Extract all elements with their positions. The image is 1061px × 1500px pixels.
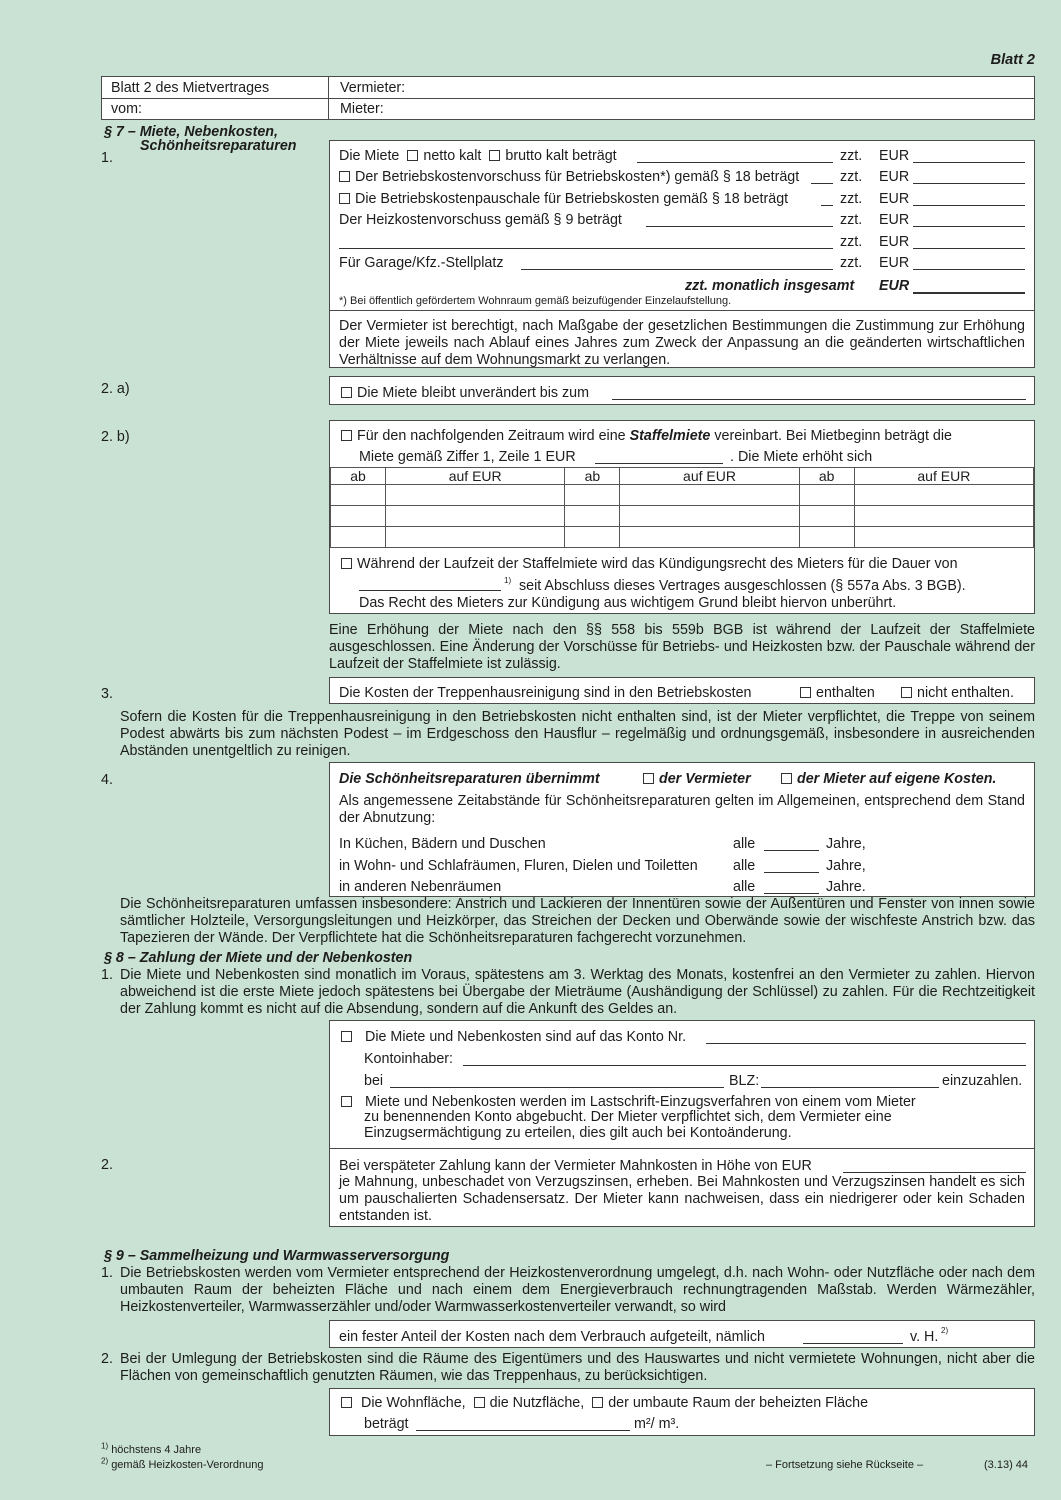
area-box — [329, 1388, 1035, 1436]
col-eur: auf EUR — [620, 468, 799, 485]
eur-field-opex-flat[interactable] — [913, 191, 1025, 206]
eur-field-opex-advance[interactable] — [913, 169, 1025, 184]
account-holder-field[interactable] — [463, 1051, 1026, 1066]
area-amount-field[interactable] — [416, 1416, 630, 1431]
staggered-table — [330, 467, 1034, 548]
rent-label: Die Miete — [339, 148, 400, 164]
table-cell[interactable] — [854, 506, 1033, 527]
table-cell[interactable] — [565, 527, 620, 548]
rent-unchanged-date-field[interactable] — [612, 385, 1026, 400]
repairs-intervals-intro: Als angemessene Zeitabstände für Schönheitsreparaturen gelten im Allgemeinen, entsprechend dem Stand der Abnutzung: — [339, 793, 1025, 826]
table-cell[interactable] — [620, 527, 799, 548]
decorative-repairs-box — [329, 762, 1035, 897]
bank-name-field[interactable] — [390, 1073, 724, 1088]
zzt-label: zzt. — [840, 169, 863, 185]
staggered-rent-keyword: Staffelmiete — [629, 428, 711, 444]
usable-area-label: die Nutzfläche, — [489, 1395, 585, 1411]
section-7-title: § 7 – Miete, Nebenkosten, — [104, 124, 279, 140]
staggered-increase-label: . Die Miete erhöht sich — [730, 449, 873, 465]
late-fee-field[interactable] — [843, 1158, 1026, 1173]
tenant-label: Mieter: — [340, 101, 384, 117]
living-area-checkbox[interactable] — [341, 1397, 352, 1408]
kitchen-years-field[interactable] — [764, 836, 819, 851]
termination-exclusion-text-2: seit Abschluss dieses Vertrages ausgeschlossen (§ 557a Abs. 3 BGB). — [519, 578, 966, 594]
usable-area-checkbox[interactable] — [474, 1397, 485, 1408]
sheet-of-contract: Blatt 2 des Mietvertrages — [111, 80, 270, 96]
opex-flat-field[interactable] — [821, 191, 833, 206]
section-8-title: § 8 – Zahlung der Miete und der Nebenkosten — [104, 950, 413, 966]
living-years-field[interactable] — [764, 858, 819, 873]
col-ab: ab — [331, 468, 386, 485]
item-number: 1. — [101, 967, 113, 983]
rent-footnote: *) Bei öffentlich gefördertem Wohnraum gemäß beizufügender Einzelaufstellung. — [339, 295, 732, 307]
consumption-share-field[interactable] — [803, 1329, 903, 1344]
area-unit-label: m²/ m³. — [634, 1416, 680, 1432]
table-cell[interactable] — [799, 527, 854, 548]
repairs-tenant-label: der Mieter auf eigene Kosten. — [797, 771, 997, 787]
eur-field-garage[interactable] — [913, 255, 1025, 270]
heated-volume-checkbox[interactable] — [592, 1397, 603, 1408]
zzt-label: zzt. — [840, 148, 863, 164]
deposit-label: einzuzahlen. — [942, 1073, 1023, 1089]
bank-label: bei — [364, 1073, 384, 1089]
staggered-rent-box: Für den nachfolgenden Zeitraum wird eine Staffelmiete vereinbart. Bei Mietbeginn beträgt die Miete gemäß Ziffer 1, Zeile 1 EUR . Die Miete erhöht sich ab auf EUR ab auf EUR ab auf EUR Während der Laufzeit der Staffelmiete wird das Kündigungsrecht des Mieters für die Dauer von 1) seit Abschluss dieses Vertrages ausgeschlossen (§ 557a Abs. 3 BGB). Das Recht des Mieters zur Kündigung aus wichtigem Grund bleibt hiervon unberührt. — [329, 420, 1035, 614]
percent-label: v. H. — [910, 1329, 939, 1345]
section-9-title: § 9 – Sammelheizung und Warmwasserversorgung — [104, 1248, 450, 1264]
eur-label: EUR — [879, 255, 910, 271]
years-label: Jahre. — [826, 879, 866, 895]
table-cell[interactable] — [565, 485, 620, 506]
payment-terms-text: Die Miete und Nebenkosten sind monatlich im Voraus, spätestens am 3. Werktag des Monats, kostenfrei an den Vermieter zu zahlen. Hiervon abweichend ist die erste Miete jedoch spätestens bei Übergabe der Mieträume (Aushändigung der Schlüssel) zu zahlen. Für die Rechtzeitigkeit der Zahlung kommt es nicht auf die Absendung, sondern auf die Ankunft des Geldes an. — [120, 967, 1035, 1017]
years-label: Jahre, — [826, 858, 866, 874]
heating-advance-field[interactable] — [646, 212, 833, 227]
blz-label: BLZ: — [729, 1073, 760, 1089]
table-cell[interactable] — [799, 485, 854, 506]
heated-volume-label: der umbaute Raum der beheizten Fläche — [608, 1395, 869, 1411]
alle-label: alle — [733, 858, 756, 874]
decorative-repairs-text: Die Schönheitsreparaturen umfassen insbesondere: Anstrich und Lackieren der Innentüren sowie der Außentüren und Fenster von innen sowie sämtlicher Holzteile, Versorgungsleitungen und Heizkörper, das Streichen der Decken und Oberwände sowie der wischfeste Anstrich bzw. das Tapezieren der Wände. Der Verpflichtete hat die Schönheitsreparaturen fachgerecht vorzunehmen. — [120, 896, 1035, 946]
area-amount-label: beträgt — [364, 1416, 409, 1432]
section-7-subtitle: Schönheitsreparaturen — [140, 138, 297, 154]
termination-exclusion-checkbox[interactable] — [341, 558, 352, 569]
rooms-living-label: in Wohn- und Schlafräumen, Fluren, Dielen und Toiletten — [339, 858, 698, 874]
other-years-field[interactable] — [764, 879, 819, 894]
item-number: 3. — [101, 686, 113, 702]
rent-box — [329, 140, 1035, 368]
rent-unchanged-label: Die Miete bleibt unverändert bis zum — [357, 385, 590, 401]
stair-cleaning-box — [329, 677, 1035, 704]
opex-flat-checkbox[interactable] — [339, 193, 350, 204]
repairs-label: Die Schönheitsreparaturen übernimmt — [339, 771, 600, 787]
staggered-rent-text: Für den nachfolgenden Zeitraum wird eine — [357, 428, 630, 444]
item-number: 2. — [101, 1157, 113, 1173]
table-cell[interactable] — [331, 506, 386, 527]
garage-label: Für Garage/Kfz.-Stellplatz — [339, 255, 504, 271]
living-area-label: Die Wohnfläche, — [361, 1395, 466, 1411]
item-number: 2. b) — [101, 429, 130, 445]
repairs-landlord-checkbox[interactable] — [643, 773, 654, 784]
consumption-share-box: ein fester Anteil der Kosten nach dem Verbrauch aufgeteilt, nämlich v. H. 2) — [329, 1320, 1035, 1348]
table-cell[interactable] — [854, 485, 1033, 506]
table-cell[interactable] — [620, 485, 799, 506]
staggered-start-field[interactable] — [595, 449, 723, 464]
table-cell[interactable] — [854, 527, 1033, 548]
contract-header-box — [101, 76, 1035, 120]
blz-field[interactable] — [761, 1073, 939, 1088]
rent-unchanged-box — [329, 376, 1035, 405]
gross-cold-label: brutto kalt beträgt — [505, 148, 617, 164]
net-cold-label: netto kalt — [423, 148, 482, 164]
other-item-field[interactable] — [339, 234, 833, 249]
rent-amount-field[interactable] — [637, 148, 833, 163]
footnote-2: $^{2)}$ gemäß Heizkosten-Verordnung — [101, 1456, 264, 1471]
opex-flat-label: Die Betriebskostenpauschale für Betriebskosten gemäß § 18 beträgt — [355, 191, 789, 207]
item-number: 1. — [101, 150, 113, 166]
rooms-kitchen-label: In Küchen, Bädern und Duschen — [339, 836, 546, 852]
total-eur-label: EUR — [879, 278, 910, 294]
gross-cold-checkbox[interactable] — [489, 150, 500, 161]
zzt-label: zzt. — [840, 191, 863, 207]
account-number-field[interactable] — [706, 1029, 1026, 1044]
contract-date-label: vom: — [111, 101, 142, 117]
continued-overleaf: – Fortsetzung siehe Rückseite – — [766, 1459, 924, 1471]
table-cell[interactable] — [331, 527, 386, 548]
consumption-share-label: ein fester Anteil der Kosten nach dem Verbrauch aufgeteilt, nämlich — [339, 1329, 765, 1345]
col-ab: ab — [565, 468, 620, 485]
opex-advance-label: Der Betriebskostenvorschuss für Betriebskosten*) gemäß § 18 beträgt — [355, 169, 800, 185]
eur-label: EUR — [879, 212, 910, 228]
zzt-label: zzt. — [840, 255, 863, 271]
zzt-label: zzt. — [840, 234, 863, 250]
total-eur-field[interactable] — [913, 278, 1025, 294]
table-cell[interactable] — [331, 485, 386, 506]
eur-field-heating[interactable] — [913, 212, 1025, 227]
col-ab: ab — [799, 468, 854, 485]
eur-label: EUR — [879, 234, 910, 250]
eur-label: EUR — [879, 148, 910, 164]
footnote-1: $^{1)}$ höchstens 4 Jahre — [101, 1441, 202, 1456]
eur-field-other[interactable] — [913, 234, 1025, 249]
rooms-other-label: in anderen Nebenräumen — [339, 879, 502, 895]
termination-exclusion-text-3: Das Recht des Mieters zur Kündigung aus wichtigem Grund bleibt hiervon unberührt. — [359, 595, 897, 611]
item-number: 2. a) — [101, 381, 130, 397]
net-cold-checkbox[interactable] — [407, 150, 418, 161]
direct-debit-text-3: Einzugsermächtigung zu erteilen, dies gilt auch bei Kontoänderung. — [364, 1125, 792, 1141]
bank-transfer-checkbox[interactable] — [341, 1031, 352, 1042]
rent-increase-text: Der Vermieter ist berechtigt, nach Maßgabe der gesetzlichen Bestimmungen die Zustimmung zur Erhöhung der Miete jeweils nach Ablauf eines Jahres zum Zweck der Anpassung an die geänderten wirtschaftlichen Verhältnisse auf dem Wohnungsmarkt zu verlangen. — [339, 318, 1025, 368]
repairs-tenant-checkbox[interactable] — [781, 773, 792, 784]
staggered-rent-checkbox[interactable] — [341, 430, 352, 441]
table-cell[interactable] — [386, 506, 565, 527]
repairs-landlord-label: der Vermieter — [659, 771, 751, 787]
table-cell[interactable] — [799, 506, 854, 527]
table-cell[interactable] — [565, 506, 620, 527]
col-eur: auf EUR — [386, 468, 565, 485]
opex-advance-field[interactable] — [811, 169, 833, 184]
landlord-label: Vermieter: — [340, 80, 406, 96]
account-holder-label: Kontoinhaber: — [364, 1051, 454, 1067]
form-code: (3.13) 44 — [984, 1459, 1029, 1471]
garage-field[interactable] — [521, 255, 833, 270]
zzt-label: zzt. — [840, 212, 863, 228]
opex-advance-checkbox[interactable] — [339, 171, 350, 182]
termination-exclusion-text: Während der Laufzeit der Staffelmiete wird das Kündigungsrecht des Mieters für die Dauer von — [357, 556, 958, 572]
late-fee-label: Bei verspäteter Zahlung kann der Vermieter Mahnkosten in Höhe von EUR — [339, 1158, 812, 1174]
sheet-label: Blatt 2 — [990, 52, 1035, 68]
allocation-text: Bei der Umlegung der Betriebskosten sind die Räume des Eigentümers und des Hauswartes und nicht vermietete Wohnungen, nicht aber die Flächen von gemeinschaftlich genutzten Räumen, wie das Treppenhaus, zu berücksichtigen. — [120, 1351, 1035, 1384]
stair-cleaning-text: Sofern die Kosten für die Treppenhausreinigung in den Betriebskosten nicht enthalten sind, ist der Mieter verpflichtet, die Treppe von seinem Podest abwärts bis zum nächsten Podest – im Erdgeschoss den Hausflur – regelmäßig und ordnungsgemäß, insbesondere in ausreichenden Abständen unentgeltlich zu reinigen. — [120, 709, 1035, 759]
eur-label: EUR — [879, 191, 910, 207]
eur-field-rent[interactable] — [913, 148, 1025, 163]
item-number: 4. — [101, 772, 113, 788]
account-label: Die Miete und Nebenkosten sind auf das Konto Nr. — [365, 1029, 687, 1045]
rent-unchanged-checkbox[interactable] — [341, 387, 352, 398]
heating-cost-text: Die Betriebskosten werden vom Vermieter entsprechend der Heizkostenverordnung umgelegt, d.h. nach Wohn- oder Nutzfläche oder nach dem umbauten Raum der beheizten Fläche und nach einem dem Energieverbrauch rechnungtragenden Maßstab. Werden Wärmezähler, Heizkostenverteiler, Warmwasserzähler und/oder Warmwasserkostenverteiler verwandt, so wird — [120, 1265, 1035, 1315]
termination-duration-field[interactable] — [359, 576, 501, 591]
staggered-rent-note: Eine Erhöhung der Miete nach den §§ 558 bis 559b BGB ist während der Laufzeit der Staffelmiete ausgeschlossen. Eine Änderung der Vorschüsse für Betriebs- und Heizkosten bzw. der Pauschale während der Laufzeit der Staffelmiete ist zulässig. — [329, 622, 1035, 672]
direct-debit-checkbox[interactable] — [341, 1096, 352, 1107]
eur-label: EUR — [879, 169, 910, 185]
stairs-not-included-checkbox[interactable] — [901, 687, 912, 698]
staggered-rent-text-2: vereinbart. Bei Mietbeginn beträgt die — [710, 428, 952, 444]
direct-debit-text-2: zu benennenden Konto abgebucht. Der Mieter verpflichtet sich, dem Vermieter eine — [364, 1109, 892, 1125]
stairs-not-included-label: nicht enthalten. — [917, 685, 1014, 701]
stair-cleaning-label: Die Kosten der Treppenhausreinigung sind in den Betriebskosten — [339, 685, 752, 701]
alle-label: alle — [733, 879, 756, 895]
late-payment-text: je Mahnung, unbeschadet von Verzugszinsen, erheben. Bei Mahnkosten und Verzugszinsen handelt es sich um pauschalierten Schadensersatz. Der Mieter kann nachweisen, dass ein niedrigerer oder kein Schaden entstanden ist. — [339, 1174, 1025, 1224]
table-cell[interactable] — [386, 527, 565, 548]
direct-debit-text: Miete und Nebenkosten werden im Lastschrift-Einzugsverfahren von einem vom Mieter — [365, 1094, 916, 1110]
heating-advance-label: Der Heizkostenvorschuss gemäß § 9 beträgt — [339, 212, 622, 228]
monthly-total-label: zzt. monatlich insgesamt — [685, 278, 855, 294]
stairs-included-checkbox[interactable] — [800, 687, 811, 698]
item-number: 2. — [101, 1351, 113, 1367]
staggered-start-label: Miete gemäß Ziffer 1, Zeile 1 EUR — [359, 449, 576, 465]
years-label: Jahre, — [826, 836, 866, 852]
table-cell[interactable] — [620, 506, 799, 527]
payment-box — [329, 1020, 1035, 1227]
table-cell[interactable] — [386, 485, 565, 506]
alle-label: alle — [733, 836, 756, 852]
item-number: 1. — [101, 1265, 113, 1281]
stairs-included-label: enthalten — [816, 685, 875, 701]
col-eur: auf EUR — [854, 468, 1033, 485]
